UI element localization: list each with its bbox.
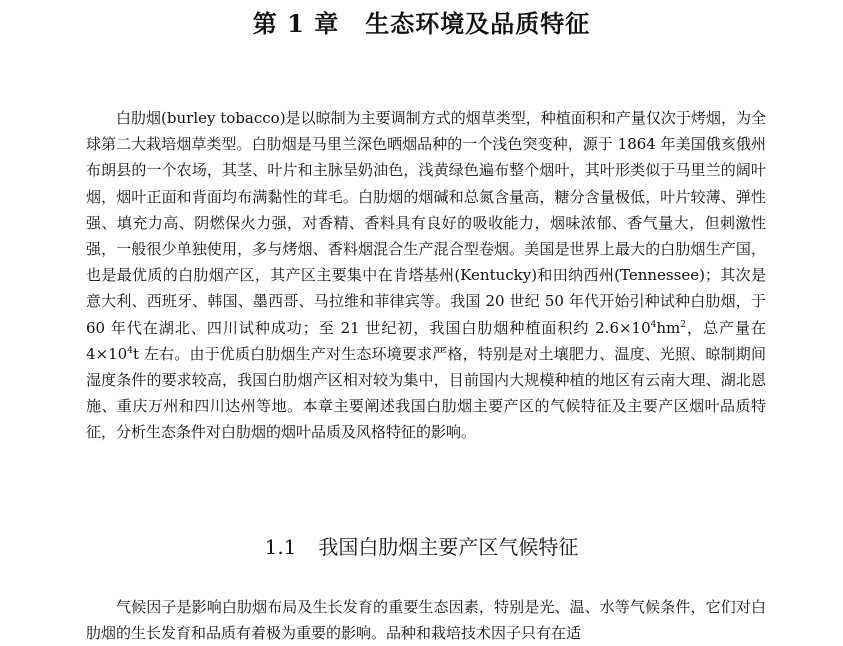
section-number: 1.1 — [264, 535, 297, 559]
section-paragraph: 气候因子是影响白肋烟布局及生长发育的重要生态因素，特别是光、温、水等气候条件，它们对白肋烟的生长发育和品质有着极为重要的影响。品种和栽培技术因子只有在适 — [86, 598, 766, 643]
superscript: 4 — [650, 319, 657, 330]
chapter-title — [0, 4, 843, 44]
paragraph-text: ，总产量在 4×10 — [86, 318, 766, 363]
superscript: 4 — [127, 345, 133, 356]
paragraph-text: 白肋烟(burley tobacco)是以晾制为主要调制方式的烟草类型，种植面积和产量仅次于烤烟，为全球第二大栽培烟草类型。白肋烟是马里兰深色晒烟品种的一个浅色突变种，源于 1864 年美国俄亥俄州布朗县的一个农场，其茎、叶片和主脉呈奶油色，浅黄绿色遍布整个烟叶，其叶形类似于马里兰的阔叶烟，烟叶正面和背面均布满黏性的茸毛。白肋烟的烟碱和总氮含量高，糖分含量极低，叶片较薄、弹性强、填充力高、阴燃保火力强，对香精、香料具有良好的吸收能力，烟味浓郁、香气量大，但刺激性强，一般很少单独使用，多与烤烟、香料烟混合生产混合型卷烟。美国是世界上最大的白肋烟生产国，也是最优质的白肋烟产区，其产区主要集中在肯塔基州(Kentucky)和田纳西州(Tennessee)；其次是意大利、西班牙、韩国、墨西哥、马拉维和菲律宾等。我国 20 世纪 50 年代开始引种试种白肋烟，于 60 年代在湖北、四川试种成功；至 21 世纪初，我国白肋烟种植面积约 2.6×10 — [86, 109, 766, 337]
paragraph-text: hm — [656, 318, 681, 337]
chapter-number: 第 1 章 — [252, 9, 340, 38]
intro-paragraph — [86, 105, 766, 446]
chapter-name: 生态环境及品质特征 — [365, 9, 591, 38]
section-name: 我国白肋烟主要产区气候特征 — [318, 535, 579, 559]
superscript: 2 — [680, 319, 686, 330]
paragraph-text: t 左右。由于优质白肋烟生产对生态环境要求严格，特别是对土壤肥力、温度、光照、晾制期间湿度条件的要求较高，我国白肋烟产区相对较为集中，目前国内大规模种植的地区有云南大理、湖北恩施、重庆万州和四川达州等地。本章主要阐述我国白肋烟主要产区的气候特征及主要产区烟叶品质特征，分析生态条件对白肋烟的烟叶品质及风格特征的影响。 — [86, 344, 766, 442]
section-heading — [0, 530, 843, 564]
